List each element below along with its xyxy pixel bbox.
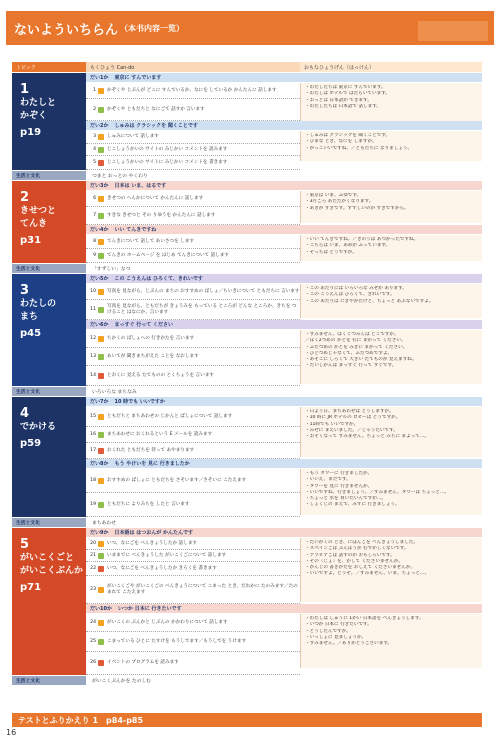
section-label <box>12 73 86 170</box>
cando-row <box>86 407 300 427</box>
skill-icon <box>98 289 104 295</box>
page-number: 16 <box>6 728 17 737</box>
cando-row <box>86 131 300 144</box>
lesson-band <box>86 181 482 190</box>
expression-line: ・いいえ、まだです。 <box>305 477 351 483</box>
expression-line: ・タワーを 見に 行きませんか。 <box>305 483 373 489</box>
cando-text: じこしょうかいの サイトの みじかい コメントを 読みます <box>107 146 228 152</box>
expression-line: ・すみません。／ありがとうございます。 <box>305 641 393 647</box>
expression-line: ・おっとは 日本語が できます。 <box>305 97 372 103</box>
skill-icon <box>98 553 104 559</box>
lesson-section <box>12 397 482 517</box>
skill-icon <box>98 432 104 438</box>
skill-icon <box>98 639 104 645</box>
skill-icon <box>98 239 104 245</box>
cando-row <box>86 284 300 300</box>
expressions-box <box>300 469 482 515</box>
section-page: p71 <box>20 582 42 593</box>
section-number: 5 <box>20 537 30 552</box>
expression-line: ・いいですね、行きましょう。／すみません、タワーは ちょっと…。 <box>305 489 450 495</box>
cando-text: がいこくの ぶんかと じぶんの かかわりについて 話します <box>107 619 228 625</box>
lesson-number: だい4か <box>90 227 109 233</box>
skill-icon <box>98 107 104 113</box>
lesson-title: 10 時でも いいですか <box>114 399 165 405</box>
expressions-box <box>300 191 482 223</box>
header-expressions: おもなひょうげん（はっけん） <box>300 62 482 72</box>
expression-line: ・アラビアごは 話すのが おもしろいです。 <box>305 552 395 558</box>
skill-icon <box>98 213 104 219</box>
cando-text: ともだちに よりみちを したと 言います <box>107 501 190 507</box>
cando-text: まちあわせに おくれるという E メールを 読みます <box>107 431 213 437</box>
cando-number: 15 <box>90 413 96 419</box>
expressions-box <box>300 330 482 384</box>
cando-text: おくれた ともだちを 待って あやまります <box>107 447 195 453</box>
lesson-section <box>12 73 482 170</box>
column-header <box>12 62 482 72</box>
culture-row <box>12 264 482 273</box>
skill-icon <box>98 88 104 94</box>
cando-text: きせつの へんかについて かんたんに 話します <box>107 195 204 201</box>
culture-text: いろいろな まちなみ <box>92 390 137 395</box>
cando-number: 11 <box>90 306 96 312</box>
expressions-box <box>300 538 482 602</box>
expression-line: ・この こうえんは ひろくて、きれいです。 <box>305 292 395 298</box>
section-page: p31 <box>20 235 42 246</box>
expression-line: ・わたしたちは 日本語で 話します。 <box>305 103 382 109</box>
expression-line: ・わたしは ホテルで はたらいています。 <box>305 91 391 97</box>
lesson-band <box>86 320 482 329</box>
cando-text: かぞくや ともだちと なにごて 話すか 言います <box>107 106 205 112</box>
lesson-number: だい3か <box>90 183 109 189</box>
expression-line: ・いっしょに 見ましょうか。 <box>305 634 367 640</box>
section-title: わたしと <box>20 98 57 108</box>
expression-line: ・この あたりは にぎやかだけど、ちょっと あぶないですよ。 <box>305 298 434 304</box>
skill-icon <box>98 587 104 593</box>
skill-icon <box>98 134 104 140</box>
cando-text: 写真を 見ながら、じぶんの まちの おすすめの ばしょ／ちいきについて ともだちに 言います <box>107 288 300 294</box>
skill-icon <box>98 336 104 342</box>
cando-number: 4 <box>93 146 96 152</box>
cando-number: 5 <box>93 159 96 165</box>
skill-icon <box>98 373 104 379</box>
section-label <box>12 274 86 386</box>
culture-label: 生活と文化 <box>12 264 86 273</box>
expressions-box <box>300 131 482 161</box>
lesson-title: いつか 日本に 行きたいです <box>117 606 182 612</box>
cando-text: てんきの ホームページ を はじめ てんきについて 話します <box>107 252 229 258</box>
lesson-band <box>86 121 482 130</box>
culture-text: まちあわせ <box>92 521 116 526</box>
skill-icon <box>98 147 104 153</box>
section-title: でかける <box>20 422 57 432</box>
culture-row <box>12 518 482 527</box>
cando-row <box>86 469 300 493</box>
cando-number: 1 <box>93 87 96 93</box>
cando-row <box>86 614 300 632</box>
cando-text: しゅみについて 話します <box>107 134 159 139</box>
lesson-band <box>86 274 482 283</box>
cando-row <box>86 235 300 249</box>
section-page: p19 <box>20 127 42 138</box>
lesson-number: だい5か <box>90 276 109 282</box>
cando-text: とおくに 見える たてものの とくちょうを 言います <box>107 372 214 378</box>
cando-text: ともだちと まちあわせの じかんと ばしょについて 話します <box>107 413 233 419</box>
cando-text: いつ、なにごを べんきょうしたか きろくを 書きます <box>107 565 217 571</box>
title-decoration <box>418 21 488 41</box>
cando-row <box>86 538 300 550</box>
expression-line: ・ふたつめの かどを みぎに まがって ください。 <box>305 344 408 350</box>
expression-line: ・11時でも いいですか。 <box>305 421 359 427</box>
skill-icon <box>98 414 104 420</box>
cando-text: がいこくごや がいこくごの べんきょうについて こまった とき、だれかに たのみます／たのまれて こたえます <box>107 583 298 595</box>
skill-icon <box>98 160 104 166</box>
section-title: がいこくぶんか <box>20 566 84 576</box>
cando-row <box>86 348 300 366</box>
cando-number: 12 <box>90 335 96 341</box>
expression-line: ・ちょっと 水を 買いたいんですが…。 <box>305 496 387 502</box>
expression-line: ・もう タワーに 行きましたか。 <box>305 471 373 476</box>
cando-text: いままでに べんきょうした がいこくごについて 話します <box>107 552 227 558</box>
cando-number: 9 <box>93 252 96 258</box>
expressions-box <box>300 284 482 318</box>
cando-text: じこしょうかいの サイトに みじかい コメントを 書きます <box>107 159 228 165</box>
lesson-number: だい9か <box>90 530 109 536</box>
lesson-number: だい6か <box>90 322 109 328</box>
subtitle-text: （本书内容一览） <box>120 23 185 33</box>
cando-number: 13 <box>90 353 96 359</box>
lesson-section <box>12 528 482 675</box>
lesson-band <box>86 73 482 82</box>
skill-icon <box>98 196 104 202</box>
expression-line: ・かんじの 書きかたを おしえて くださいませんか。 <box>305 565 416 571</box>
cando-row <box>86 300 300 320</box>
review-text: テストとふりかえり 1 p84-p85 <box>18 715 144 725</box>
expression-line: ・かっこいいですね。／ともだちに なりましょう。 <box>305 145 413 151</box>
cando-number: 17 <box>90 447 96 453</box>
section-title: まち <box>20 312 39 322</box>
skill-icon <box>98 660 104 666</box>
expression-line: ・しゅみは クラシックを 聞くことです。 <box>305 133 391 138</box>
cando-text: てんきについて 話して あいさつを します <box>107 238 194 244</box>
cando-text: かぞくや じぶんが どこに すんでいるか、なにを しているか かんたんに 話します <box>107 87 277 93</box>
cando-number: 25 <box>90 638 96 644</box>
lesson-number: だい2か <box>90 123 109 129</box>
cando-row <box>86 83 300 99</box>
section-number: 1 <box>20 82 30 97</box>
lesson-band <box>86 397 482 406</box>
review-bar <box>12 713 482 727</box>
lesson-title: この こうえんは ひろくて、きれいです <box>114 276 203 282</box>
expression-line: ・すみません、ぼくぐつみんは どこですか。 <box>305 332 399 337</box>
expression-line: ・10 時に JR ホテルの ロビーは どうですか。 <box>305 415 401 421</box>
expression-line: ・ひとつめじゃなくて、ふたつめですよ。 <box>305 350 393 356</box>
lesson-band <box>86 225 482 234</box>
expression-line: ・みせに まえいました。／じゃうたいです。 <box>305 427 398 433</box>
lesson-number: だい1か <box>90 75 109 81</box>
skill-icon <box>98 448 104 454</box>
culture-row <box>12 676 482 685</box>
culture-row <box>12 387 482 396</box>
lesson-title: まっすぐ 行って ください <box>114 322 173 328</box>
lesson-band <box>86 459 482 468</box>
cando-row <box>86 156 300 170</box>
cando-number: 16 <box>90 431 96 437</box>
lesson-title: もう やけいを 見に 行きましたか <box>114 461 190 467</box>
expression-line: ・たいしかんは まっすぐ 行って すぐです。 <box>305 363 397 369</box>
cando-number: 18 <box>90 477 96 483</box>
cando-number: 3 <box>93 134 96 139</box>
expression-line: ・3月ごろ あたたかくなります。 <box>305 199 374 205</box>
cando-text: 写真を 見ながら、ともだちが きょうみを もっている ところが どんな ところか、きちを つけること はなにか、言います <box>107 303 297 315</box>
lesson-title: しゅみは クラシックを 聞くことです <box>114 123 198 129</box>
cando-row <box>86 99 300 121</box>
cando-row <box>86 576 300 604</box>
header-cando: もくひょう Can-do <box>86 62 300 72</box>
lesson-number: だい7か <box>90 399 109 405</box>
lesson-band <box>86 528 482 537</box>
cando-row <box>86 493 300 517</box>
cando-number: 23 <box>90 586 96 592</box>
expression-line: ・いい てんきですね。／きのうは あつかったですね。 <box>305 237 419 242</box>
expression-line: ・あきが すきです。すずしいのが すきですから。 <box>305 205 409 211</box>
expression-line: ／ぼく2つめの かどを 右に まがって ください。 <box>305 338 406 344</box>
cando-text: こまっている ひとに たすけを もうしでます／もうしでを うけます <box>107 638 247 644</box>
section-label <box>12 528 86 675</box>
section-label <box>12 181 86 263</box>
lesson-title: いい てんきですね <box>114 227 157 233</box>
section-page: p45 <box>20 328 42 339</box>
cando-text: いつ、なにごを べんきょうしたか 話します <box>107 540 198 546</box>
expression-line: ・いいですよ。どうぞ。／すみません、いま、ちょっと…。 <box>305 571 430 577</box>
skill-icon <box>98 253 104 259</box>
page-title <box>6 11 494 45</box>
expression-line: ・日よう日、まちあわせは どうしますか。 <box>305 409 394 414</box>
expression-line: ・スペインごは ぶんぽうが むずかしくないです。 <box>305 546 409 552</box>
expressions-box <box>300 407 482 457</box>
cando-number: 21 <box>90 552 96 558</box>
cando-text: すきな きせつと その りゆうを かんたんに 話します <box>107 212 216 218</box>
expression-line: ・そっちは どうですか。 <box>305 249 357 255</box>
lesson-number: だい10か <box>90 606 112 612</box>
cando-number: 19 <box>90 501 96 507</box>
title-text: ないよういちらん <box>14 22 119 38</box>
cando-number: 22 <box>90 565 96 571</box>
section-number: 2 <box>20 190 30 205</box>
expression-line: ・ひまな とき、なにを しますか。 <box>305 139 377 145</box>
expression-line: ・しょくじの まえで、みずに 行きましょう。 <box>305 502 400 508</box>
skill-icon <box>98 307 104 313</box>
section-title: がいこくごと <box>20 553 75 563</box>
expression-line: ・その〈じょ〉を、かして くださいませんか。 <box>305 558 403 564</box>
expression-line: ・わたしは しゅうに 1かい 日本語を べんきょうします。 <box>305 616 424 621</box>
section-title: かぞく <box>20 111 48 121</box>
cando-number: 24 <box>90 619 96 625</box>
lesson-title: 日本語は はつおんが かんたんです <box>114 530 193 536</box>
culture-label: 生活と文化 <box>12 171 86 180</box>
cando-text: イベントの プログラムを 読みます <box>107 660 179 665</box>
cando-number: 26 <box>90 660 96 665</box>
expression-line: ・わたしたちは 東京に すんでいます。 <box>305 85 386 90</box>
cando-row <box>86 366 300 386</box>
expressions-box <box>300 235 482 261</box>
cando-row <box>86 191 300 207</box>
cando-row <box>86 427 300 443</box>
skill-icon <box>98 541 104 547</box>
culture-text: つまと おっとの やくわり <box>92 174 148 179</box>
section-number: 3 <box>20 283 30 298</box>
expression-line: ・おそくなって すみません。ちょっと みちに まよって…。 <box>305 434 430 440</box>
lesson-title: 東京に すんでいます <box>114 75 162 81</box>
cando-text: おすすめの ばしょに ともだちを さそいます／さそいに こたえます <box>107 477 247 483</box>
cando-row <box>86 550 300 562</box>
expression-line: ・東京は いま、ふゆです。 <box>305 193 362 198</box>
section-title: てんき <box>20 219 48 229</box>
section-page: p59 <box>20 438 42 449</box>
header-topic: トピック <box>12 62 86 72</box>
cando-number: 7 <box>93 212 96 218</box>
cando-row <box>86 144 300 156</box>
cando-row <box>86 330 300 348</box>
expressions-box <box>300 614 482 668</box>
cando-text: あいてが 聞きまちがえた ことを なおします <box>107 353 199 359</box>
culture-label: 生活と文化 <box>12 518 86 527</box>
skill-icon <box>98 354 104 360</box>
expression-line: ・こちらは いま、あめが ふっています。 <box>305 243 391 249</box>
lesson-band <box>86 604 482 613</box>
culture-label: 生活と文化 <box>12 676 86 685</box>
expression-line: ・あそこに しろくて 大きい たてものが 見えますね。 <box>305 357 417 363</box>
expression-line: ・どうしたんですか。 <box>305 628 351 634</box>
skill-icon <box>98 620 104 626</box>
section-title: わたしの <box>20 299 57 309</box>
culture-text: 「すずしい」なつ <box>92 267 131 272</box>
expression-line: ・だいがくの とき、にほんごを べんきょうしました。 <box>305 540 418 545</box>
section-title: きせつと <box>20 206 57 216</box>
cando-row <box>86 652 300 675</box>
cando-number: 6 <box>93 195 96 201</box>
cando-number: 2 <box>93 106 96 112</box>
lesson-section <box>12 181 482 263</box>
cando-number: 8 <box>93 238 96 244</box>
cando-row <box>86 249 300 263</box>
lesson-number: だい8か <box>90 461 109 467</box>
expression-line: ・いつか 日本に 行きたいです。 <box>305 622 372 628</box>
section-label <box>12 397 86 517</box>
lesson-title: 日本は いま、はるです <box>114 183 167 189</box>
skill-icon <box>98 502 104 508</box>
lesson-section <box>12 274 482 386</box>
culture-text: がいこくぶんかを たのしむ <box>92 679 152 684</box>
cando-row <box>86 207 300 225</box>
cando-number: 10 <box>90 288 96 294</box>
skill-icon <box>98 566 104 572</box>
skill-icon <box>98 478 104 484</box>
cando-number: 14 <box>90 372 96 378</box>
cando-text: ちかくの ばしょへの 行きかたを 言います <box>107 335 195 341</box>
section-number: 4 <box>20 406 30 421</box>
culture-label: 生活と文化 <box>12 387 86 396</box>
cando-row <box>86 562 300 576</box>
expression-line: ・この あたりには いろいろな みせが あります。 <box>305 286 407 291</box>
cando-number: 20 <box>90 540 96 546</box>
cando-row <box>86 443 300 459</box>
expressions-box <box>300 83 482 121</box>
culture-row <box>12 171 482 180</box>
cando-row <box>86 632 300 652</box>
